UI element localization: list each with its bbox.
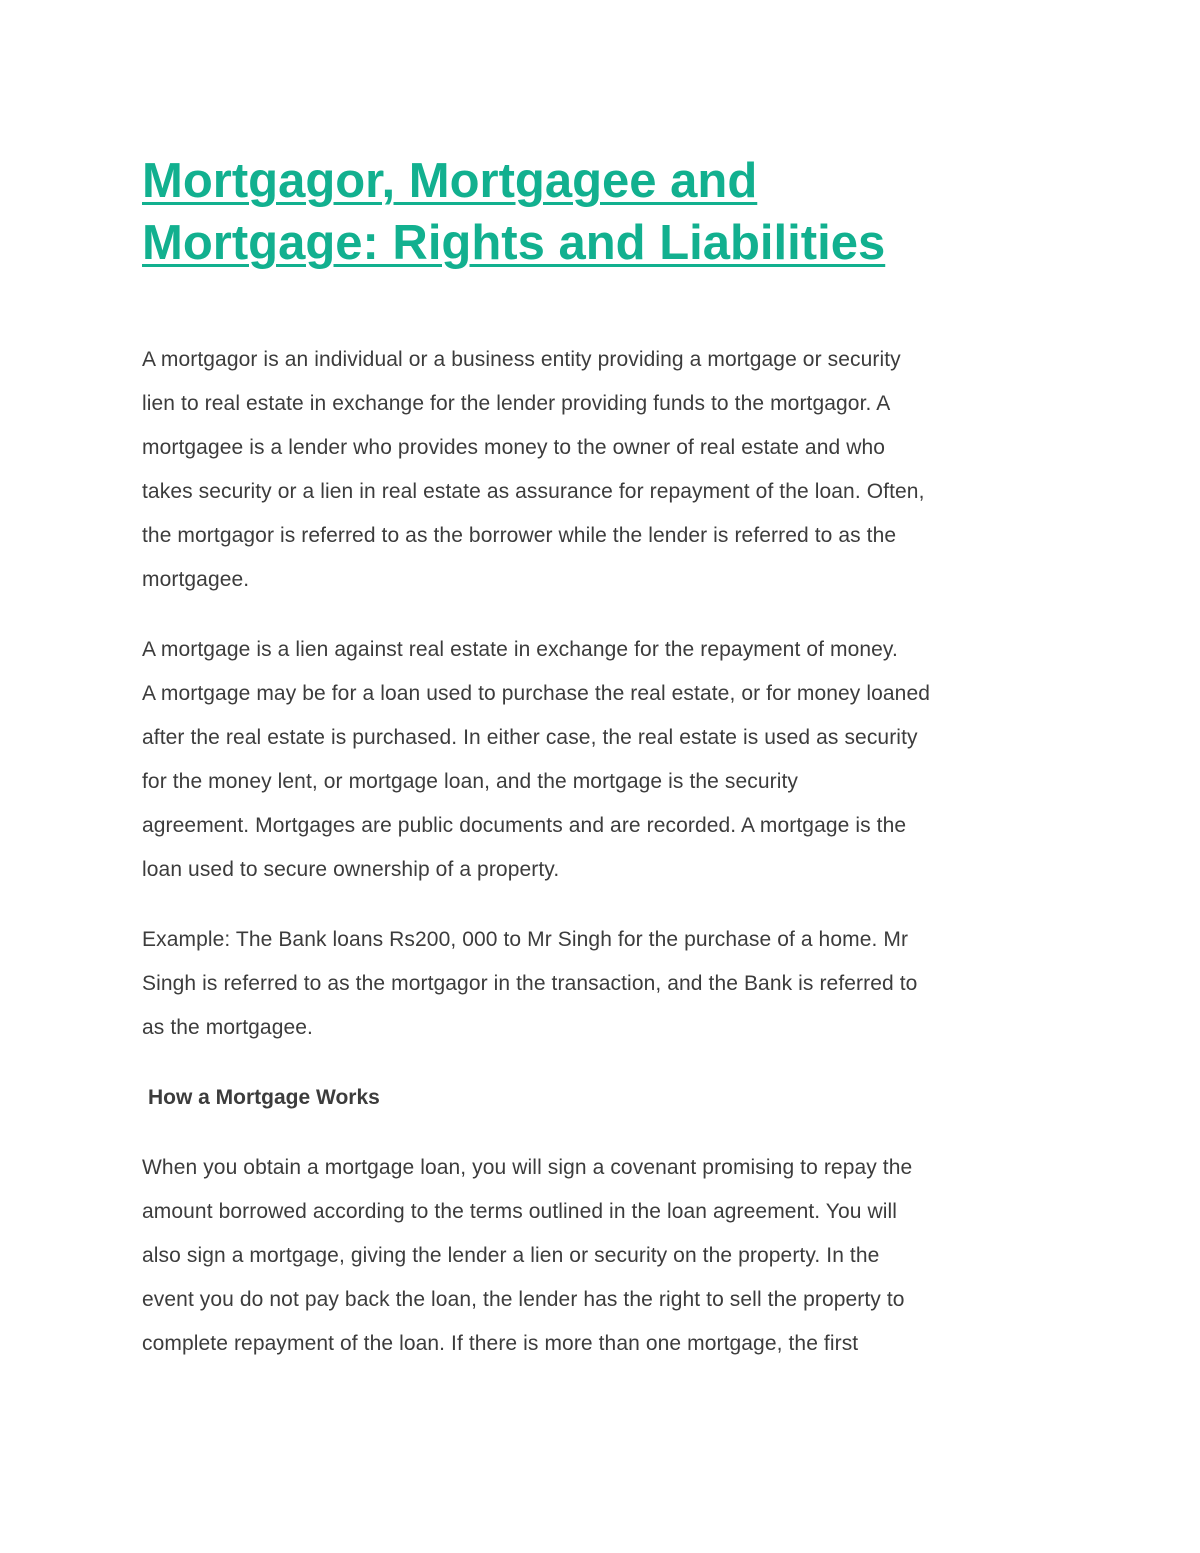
- paragraph-how-mortgage-works: [142, 1146, 1062, 1366]
- text-line: A mortgage may be for a loan used to purchase the real estate, or for money loaned: [142, 682, 930, 705]
- paragraph-mortgagor-definition: [142, 338, 1062, 602]
- text-line: agreement. Mortgages are public documents and are recorded. A mortgage is the: [142, 814, 907, 837]
- section-heading: How a Mortgage Works: [148, 1086, 380, 1109]
- page-title-line: Mortgagor, Mortgagee and: [142, 154, 758, 208]
- page-title-line: Mortgage: Rights and Liabilities: [142, 216, 886, 270]
- text-line: as the mortgagee.: [142, 1016, 313, 1039]
- text-line: loan used to secure ownership of a property.: [142, 858, 560, 881]
- text-line: A mortgage is a lien against real estate in exchange for the repayment of money.: [142, 638, 898, 661]
- text-line: takes security or a lien in real estate as assurance for repayment of the loan. Often,: [142, 480, 925, 503]
- text-line: the mortgagor is referred to as the borrower while the lender is referred to as the: [142, 524, 897, 547]
- text-line: also sign a mortgage, giving the lender a lien or security on the property. In the: [142, 1244, 880, 1267]
- text-line: amount borrowed according to the terms outlined in the loan agreement. You will: [142, 1200, 898, 1223]
- text-line: A mortgagor is an individual or a business entity providing a mortgage or security: [142, 348, 901, 371]
- text-line: event you do not pay back the loan, the lender has the right to sell the property to: [142, 1288, 905, 1311]
- text-line: after the real estate is purchased. In either case, the real estate is used as security: [142, 726, 918, 749]
- paragraph-example: [142, 918, 1062, 1050]
- text-line: mortgagee.: [142, 568, 250, 591]
- document-page: [142, 150, 1062, 1366]
- text-line: lien to real estate in exchange for the lender providing funds to the mortgagor. A: [142, 392, 891, 415]
- text-line: for the money lent, or mortgage loan, and the mortgage is the security: [142, 770, 799, 793]
- page-title: [142, 150, 1062, 274]
- text-line: When you obtain a mortgage loan, you will sign a covenant promising to repay the: [142, 1156, 913, 1179]
- text-line: Example: The Bank loans Rs200, 000 to Mr Singh for the purchase of a home. Mr: [142, 928, 909, 951]
- text-line: mortgagee is a lender who provides money to the owner of real estate and who: [142, 436, 886, 459]
- paragraph-mortgage-definition: [142, 628, 1062, 892]
- text-line: complete repayment of the loan. If there is more than one mortgage, the first: [142, 1332, 859, 1355]
- text-line: Singh is referred to as the mortgagor in the transaction, and the Bank is referred to: [142, 972, 918, 995]
